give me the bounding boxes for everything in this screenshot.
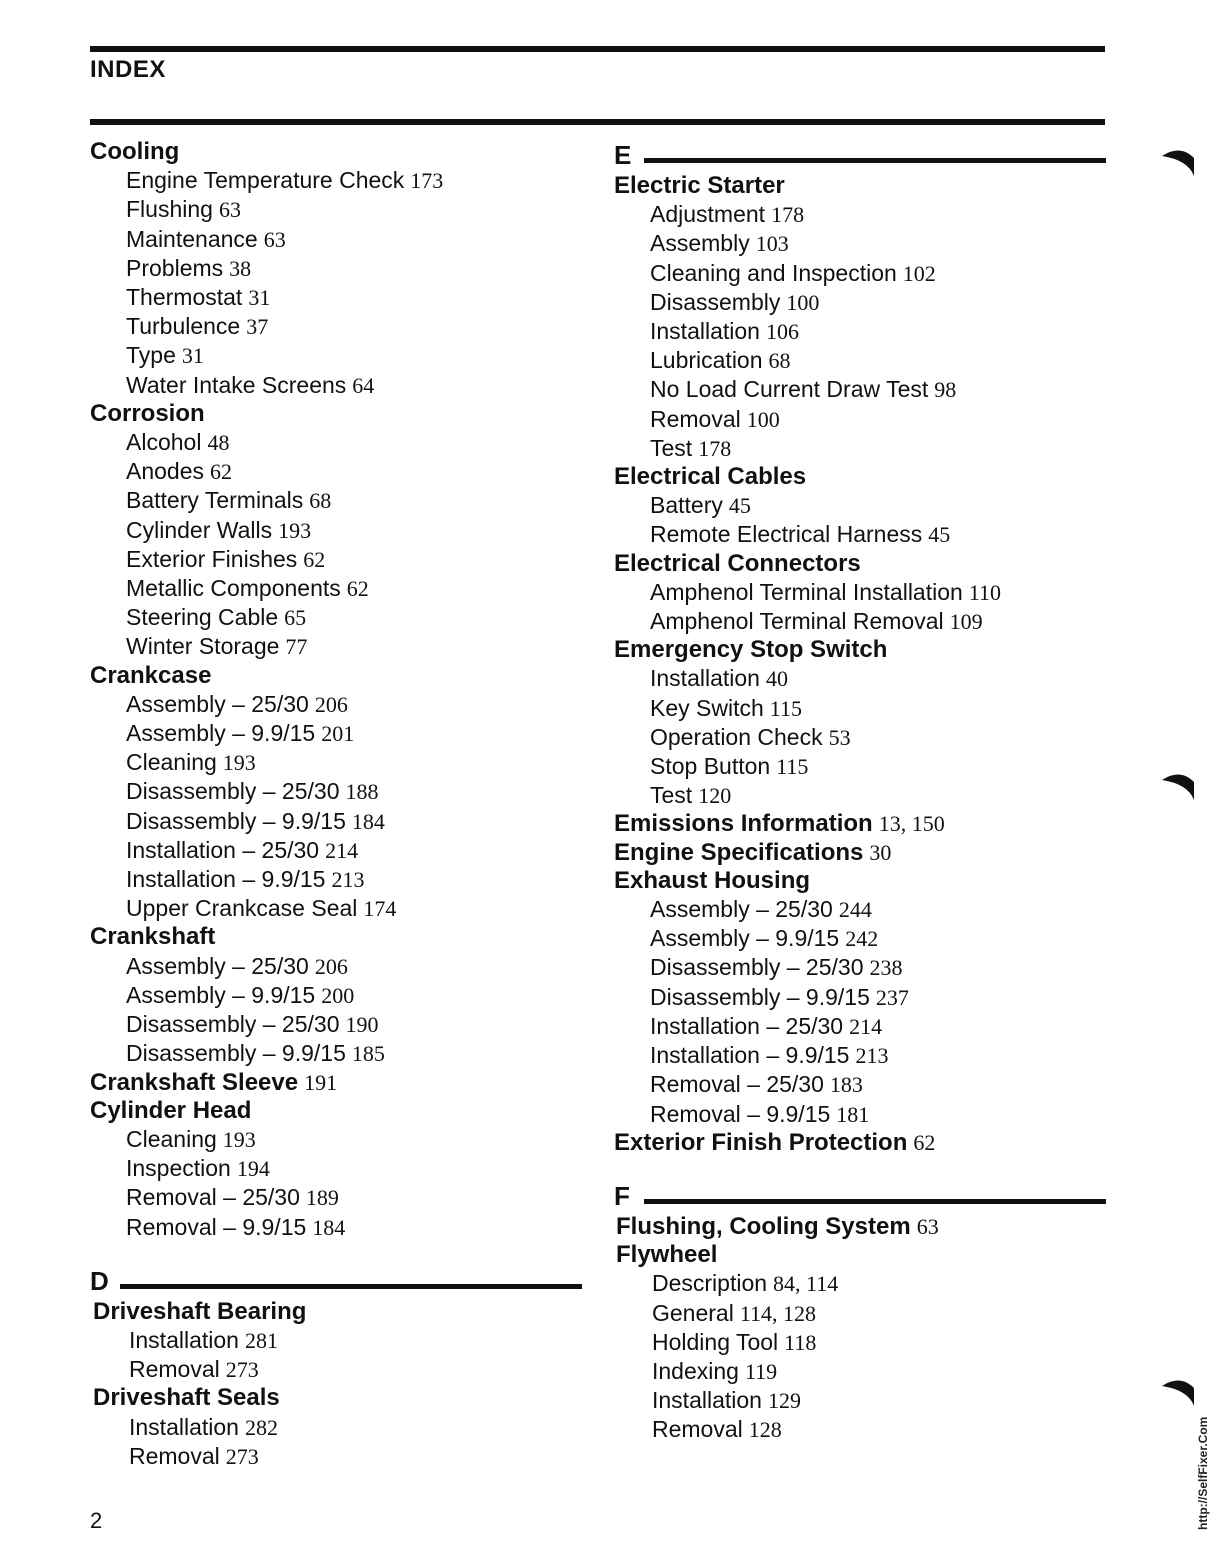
index-subentry-label: Battery Terminals (126, 487, 304, 514)
index-heading (616, 1241, 1114, 1269)
index-subentry-page: 189 (305, 1185, 339, 1211)
index-subentry (616, 1386, 1114, 1415)
index-heading (93, 1384, 590, 1412)
index-subentry-page: 173 (410, 168, 444, 194)
index-subentry (90, 225, 590, 254)
index-heading (90, 1069, 590, 1097)
index-heading (614, 550, 1114, 578)
index-subentry-label: Alcohol (126, 429, 202, 456)
section-e-header (614, 138, 1114, 172)
index-subentry (90, 574, 590, 603)
index-subentry-label: Adjustment (650, 201, 766, 228)
index-subentry-label: Remote Electrical Harness (650, 521, 923, 548)
index-subentry-label: Removal – 9.9/15 (126, 1213, 307, 1240)
index-heading-label: Cylinder Head (90, 1096, 252, 1124)
index-subentry-page: 63 (218, 197, 241, 223)
index-subentry (614, 578, 1114, 607)
index-subentry (90, 371, 590, 400)
index-subentry-page: 31 (248, 285, 271, 311)
index-heading (614, 867, 1114, 895)
index-subentry (614, 694, 1114, 723)
index-subentry-label: Upper Crankcase Seal (126, 895, 358, 922)
index-subentry (90, 486, 590, 515)
index-subentry (90, 836, 590, 865)
section-d-header (90, 1264, 590, 1298)
index-subentry-label: Thermostat (126, 284, 243, 311)
index-subentry-page: 40 (765, 666, 788, 692)
index-subentry-page: 100 (746, 406, 780, 432)
index-subentry-label: Installation – 25/30 (650, 1012, 844, 1039)
index-subentry-page: 282 (244, 1414, 278, 1440)
index-subentry-page: 63 (263, 226, 286, 252)
index-heading (614, 636, 1114, 664)
index-subentry-page: 273 (225, 1443, 259, 1469)
index-heading-label: Corrosion (90, 399, 205, 427)
index-subentry-page: 213 (331, 867, 365, 893)
index-heading (90, 400, 590, 428)
index-subentry (614, 895, 1114, 924)
index-subentry (90, 312, 590, 341)
index-heading (90, 662, 590, 690)
index-subentry-page: 120 (698, 783, 732, 809)
index-subentry-page: 238 (869, 955, 903, 981)
index-subentry (90, 1010, 590, 1039)
index-subentry-label: Assembly – 9.9/15 (650, 925, 840, 952)
index-subentry (90, 1125, 590, 1154)
index-subentry-page: 201 (321, 721, 355, 747)
index-subentry-label: Holding Tool (652, 1328, 779, 1355)
index-subentry-page: 244 (838, 897, 872, 923)
binder-hole-mark-icon (1158, 764, 1198, 804)
index-subentry-page: 194 (236, 1156, 270, 1182)
index-subentry-label: Installation – 9.9/15 (126, 866, 326, 893)
index-subentry-page: 178 (698, 435, 732, 461)
index-subentry-page: 31 (181, 343, 204, 369)
index-subentry-page: 102 (902, 260, 936, 286)
index-heading-label: Electric Starter (614, 172, 785, 199)
index-heading-label: Exterior Finish Protection (614, 1128, 908, 1156)
index-subentry-label: Assembly (650, 230, 750, 257)
index-subentry (90, 457, 590, 486)
index-subentry-label: Installation (652, 1387, 762, 1414)
index-subentry-label: Maintenance (126, 225, 258, 252)
index-subentry-page: 68 (768, 348, 791, 374)
index-subentry (614, 434, 1114, 463)
index-subentry-label: Assembly – 9.9/15 (126, 720, 316, 747)
index-subentry (616, 1299, 1114, 1328)
index-subentry-page: 98 (934, 377, 957, 403)
index-heading-label: Engine Specifications (614, 838, 864, 866)
index-subentry-label: Removal (129, 1356, 220, 1383)
index-subentry-label: Removal (650, 405, 741, 432)
index-subentry-label: Installation (650, 318, 760, 345)
index-subentry (90, 952, 590, 981)
index-subentry-label: Assembly – 25/30 (126, 952, 309, 979)
index-subentry-page: 206 (314, 691, 348, 717)
index-heading (614, 810, 1114, 838)
index-subentry-page: 48 (207, 430, 230, 456)
section-d-rule (120, 1284, 582, 1289)
index-subentry-label: Amphenol Terminal Removal (650, 608, 944, 635)
index-subentry-label: Amphenol Terminal Installation (650, 578, 963, 605)
index-subentry-page: 62 (210, 459, 233, 485)
index-subentry-page: 193 (222, 1126, 256, 1152)
section-letter-f: F (614, 1180, 630, 1211)
index-subentry-label: Disassembly – 25/30 (126, 778, 340, 805)
index-subentry (614, 405, 1114, 434)
index-subentry (616, 1269, 1114, 1298)
index-subentry-page: 114, 128 (739, 1300, 817, 1326)
index-subentry (614, 1012, 1114, 1041)
index-subentry (614, 723, 1114, 752)
index-subentry-label: Problems (126, 254, 224, 281)
index-subentry (90, 603, 590, 632)
index-subentry-label: Inspection (126, 1155, 231, 1182)
index-subentry-page: 214 (325, 837, 359, 863)
index-subentry (614, 1070, 1114, 1099)
index-subentry (614, 259, 1114, 288)
index-subentry-page: 200 (321, 982, 355, 1008)
index-subentry-label: Disassembly – 25/30 (650, 954, 864, 981)
index-subentry-label: Installation (129, 1326, 239, 1353)
index-subentry-label: Assembly – 25/30 (650, 896, 833, 923)
index-heading (614, 463, 1114, 491)
index-subentry-page: 242 (845, 926, 879, 952)
index-subentry-label: Type (126, 342, 176, 369)
index-subentry-page: 273 (225, 1357, 259, 1383)
index-subentry (90, 981, 590, 1010)
index-subentry (614, 346, 1114, 375)
index-subentry-page: 110 (968, 579, 1001, 605)
index-subentry-label: Key Switch (650, 694, 764, 721)
index-subentry (90, 516, 590, 545)
section-f-entries (614, 1213, 1114, 1445)
index-subentry-page: 62 (303, 546, 326, 572)
index-heading-label: Electrical Cables (614, 463, 807, 491)
page-number: 2 (90, 1508, 103, 1533)
section-f-rule (644, 1199, 1106, 1204)
index-subentry (90, 807, 590, 836)
index-heading-page: 191 (304, 1069, 338, 1095)
index-subentry (614, 953, 1114, 982)
index-subentry (614, 491, 1114, 520)
index-subentry-label: Disassembly – 25/30 (126, 1011, 340, 1038)
index-subentry-label: General (652, 1299, 734, 1326)
index-heading (93, 1298, 590, 1326)
index-heading-page: 63 (916, 1213, 939, 1239)
title-rule (90, 119, 1105, 125)
index-subentry-label: Operation Check (650, 723, 823, 750)
index-heading-page: 62 (913, 1129, 936, 1155)
index-subentry-label: Steering Cable (126, 604, 279, 631)
section-e-entries (614, 172, 1114, 1157)
index-subentry (90, 1154, 590, 1183)
index-subentry-page: 103 (755, 231, 789, 257)
index-subentry-page: 62 (346, 576, 369, 602)
index-heading (614, 172, 1114, 200)
section-e-rule (644, 158, 1106, 163)
index-subentry (614, 1041, 1114, 1070)
index-subentry-page: 106 (765, 319, 799, 345)
index-subentry-label: Disassembly – 9.9/15 (650, 983, 870, 1010)
index-heading-label: Crankshaft (90, 923, 216, 951)
index-heading-page: 13, 150 (878, 811, 945, 837)
index-subentry-label: Installation – 9.9/15 (650, 1042, 850, 1069)
index-subentry-page: 174 (363, 896, 397, 922)
index-subentry-label: Test (650, 434, 693, 461)
index-subentry-label: Removal – 25/30 (650, 1071, 824, 1098)
binder-hole-mark-icon (1158, 1370, 1198, 1410)
index-subentry-page: 45 (928, 522, 951, 548)
index-heading (616, 1213, 1114, 1241)
index-heading-page: 30 (869, 839, 892, 865)
index-subentry (90, 777, 590, 806)
index-subentry-label: Cleaning and Inspection (650, 259, 897, 286)
index-subentry (614, 752, 1114, 781)
index-subentry (93, 1355, 590, 1384)
index-subentry-label: Indexing (652, 1357, 739, 1384)
index-heading (90, 138, 590, 166)
index-heading-label: Exhaust Housing (614, 866, 811, 894)
index-subentry-label: No Load Current Draw Test (650, 376, 929, 403)
index-heading-label: Electrical Connectors (614, 549, 861, 577)
index-heading-label: Crankcase (90, 661, 212, 689)
index-subentry-page: 193 (222, 750, 256, 776)
index-subentry-label: Exterior Finishes (126, 545, 298, 572)
index-subentry (93, 1442, 590, 1471)
left-entries (90, 138, 590, 1242)
index-subentry (614, 288, 1114, 317)
index-subentry (614, 520, 1114, 549)
watermark-url: http://SelfFixer.Com (1196, 1416, 1210, 1530)
index-subentry-page: 65 (284, 605, 307, 631)
section-f-header (614, 1179, 1114, 1213)
index-subentry-page: 183 (829, 1072, 863, 1098)
index-subentry (90, 283, 590, 312)
index-subentry-label: Winter Storage (126, 633, 280, 660)
index-subentry-label: Installation (129, 1413, 239, 1440)
index-subentry-label: Cleaning (126, 749, 217, 776)
index-subentry (614, 200, 1114, 229)
index-subentry (614, 781, 1114, 810)
index-subentry-label: Turbulence (126, 313, 241, 340)
index-subentry-page: 115 (776, 754, 809, 780)
index-heading-label: Driveshaft Bearing (93, 1297, 307, 1325)
index-subentry-page: 84, 114 (773, 1271, 839, 1297)
index-subentry-label: Engine Temperature Check (126, 167, 405, 194)
index-heading-label: Crankshaft Sleeve (90, 1068, 299, 1096)
index-heading (614, 839, 1114, 867)
index-heading (614, 1129, 1114, 1157)
index-subentry-page: 64 (352, 372, 375, 398)
index-subentry-label: Assembly – 9.9/15 (126, 981, 316, 1008)
index-subentry (614, 983, 1114, 1012)
index-subentry (90, 1213, 590, 1242)
index-subentry-page: 119 (744, 1358, 778, 1384)
index-subentry (90, 341, 590, 370)
index-subentry-label: Cylinder Walls (126, 516, 273, 543)
index-subentry-page: 190 (345, 1012, 379, 1038)
index-subentry-page: 115 (769, 695, 802, 721)
index-subentry-label: Installation (650, 665, 760, 692)
index-heading-label: Flushing, Cooling System (616, 1212, 911, 1240)
index-subentry-label: Disassembly – 9.9/15 (126, 1040, 346, 1067)
index-subentry-label: Test (650, 782, 693, 809)
index-subentry (614, 229, 1114, 258)
index-subentry-page: 184 (351, 808, 385, 834)
index-subentry (90, 195, 590, 224)
index-subentry-label: Disassembly – 9.9/15 (126, 807, 346, 834)
index-subentry-label: Stop Button (650, 753, 771, 780)
index-subentry-page: 281 (244, 1327, 278, 1353)
index-heading-label: Flywheel (616, 1241, 718, 1269)
index-subentry-page: 100 (786, 289, 820, 315)
index-subentry (614, 664, 1114, 693)
section-letter-e: E (614, 140, 632, 170)
index-subentry-label: Water Intake Screens (126, 371, 347, 398)
index-subentry-label: Lubrication (650, 347, 763, 374)
left-column (90, 138, 590, 1471)
index-subentry-label: Installation – 25/30 (126, 836, 320, 863)
index-subentry (90, 632, 590, 661)
index-subentry (90, 894, 590, 923)
index-heading (90, 923, 590, 951)
index-subentry-label: Cleaning (126, 1125, 217, 1152)
index-heading-label: Emissions Information (614, 810, 873, 838)
index-subentry-page: 237 (875, 984, 909, 1010)
index-heading-label: Emergency Stop Switch (614, 636, 888, 664)
index-heading-label: Driveshaft Seals (93, 1384, 280, 1412)
index-subentry-page: 206 (314, 953, 348, 979)
index-subentry-page: 214 (849, 1013, 883, 1039)
index-subentry (90, 428, 590, 457)
index-subentry-label: Removal (652, 1416, 743, 1443)
section-d-entries (90, 1298, 590, 1471)
index-subentry-page: 45 (728, 493, 751, 519)
index-subentry (90, 865, 590, 894)
page-title: INDEX (90, 56, 166, 83)
section-letter-d: D (90, 1265, 109, 1296)
index-subentry-page: 213 (855, 1043, 889, 1069)
index-heading (90, 1097, 590, 1125)
index-subentry-page: 38 (229, 255, 252, 281)
index-subentry (90, 719, 590, 748)
index-subentry-label: Removal – 9.9/15 (650, 1100, 831, 1127)
index-subentry-page: 77 (285, 634, 308, 660)
index-subentry (90, 1183, 590, 1212)
index-subentry-page: 118 (784, 1329, 817, 1355)
index-subentry (93, 1413, 590, 1442)
index-subentry-label: Battery (650, 492, 723, 519)
index-subentry-page: 128 (748, 1417, 782, 1443)
binder-hole-mark-icon (1158, 140, 1198, 180)
index-subentry (90, 545, 590, 574)
index-subentry (614, 924, 1114, 953)
index-subentry (614, 375, 1114, 404)
index-subentry (90, 166, 590, 195)
index-subentry-page: 129 (767, 1388, 801, 1414)
index-subentry (614, 317, 1114, 346)
index-subentry-page: 68 (309, 488, 332, 514)
index-subentry-page: 109 (949, 609, 983, 635)
index-subentry-label: Removal (129, 1442, 220, 1469)
index-subentry (90, 1039, 590, 1068)
index-subentry (614, 607, 1114, 636)
index-subentry (616, 1357, 1114, 1386)
index-subentry (90, 254, 590, 283)
index-subentry-page: 37 (246, 314, 269, 340)
index-heading-label: Cooling (90, 138, 180, 165)
right-column (614, 138, 1114, 1445)
index-subentry-label: Description (652, 1270, 768, 1297)
index-subentry (90, 690, 590, 719)
index-subentry-label: Removal – 25/30 (126, 1184, 300, 1211)
index-subentry-page: 185 (351, 1041, 385, 1067)
index-subentry-label: Anodes (126, 458, 205, 485)
index-subentry (616, 1415, 1114, 1444)
index-subentry-page: 193 (278, 517, 312, 543)
index-subentry-page: 184 (312, 1214, 346, 1240)
index-subentry-label: Flushing (126, 196, 213, 223)
index-subentry-label: Metallic Components (126, 575, 341, 602)
index-subentry (614, 1100, 1114, 1129)
index-subentry-page: 181 (836, 1101, 870, 1127)
index-subentry-page: 188 (345, 779, 379, 805)
index-subentry (616, 1328, 1114, 1357)
index-subentry (90, 748, 590, 777)
index-subentry-page: 53 (828, 724, 851, 750)
index-subentry (93, 1326, 590, 1355)
index-subentry-page: 178 (771, 202, 805, 228)
index-subentry-label: Disassembly (650, 288, 781, 315)
top-rule (90, 46, 1105, 52)
index-subentry-label: Assembly – 25/30 (126, 690, 309, 717)
